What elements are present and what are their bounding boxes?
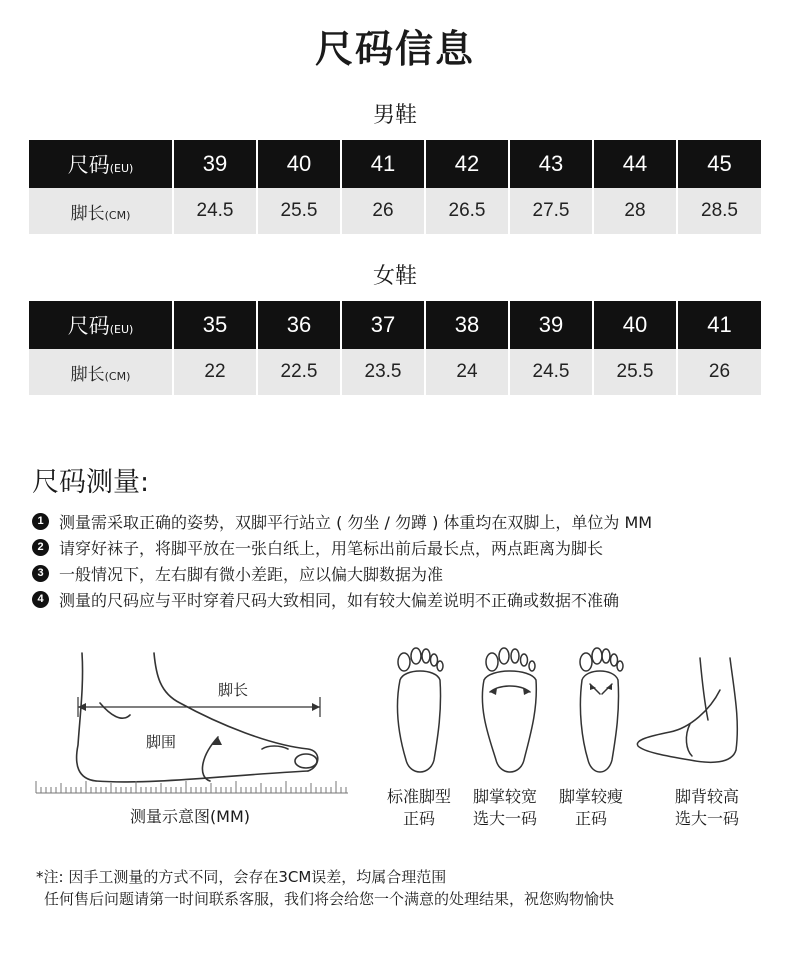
foot-type-advice: 选大一码 [472,809,537,828]
page-title: 尺码信息 [314,27,475,71]
size-unit: (EU) [109,162,134,175]
foot-type-caption [664,786,750,830]
length-cell: 25.5 [257,188,341,234]
step-item [32,586,652,612]
foot-type-name: 标准脚型 [386,787,451,806]
men-size-row [29,140,761,188]
size-cell: 40 [593,301,677,349]
foot-length-label: 脚长 [218,681,249,699]
step-text: 一般情况下，左右脚有微小差距，应以偏大脚数据为准 [59,564,444,584]
size-unit: (EU) [109,323,134,336]
foot-type-name: 脚背较高 [674,787,739,806]
size-header [29,140,173,188]
foot-side-measure-illustration [30,645,360,805]
foot-type-advice: 正码 [574,809,607,828]
size-cell: 40 [257,140,341,188]
footnote-line: 任何售后问题请第一时间联系客服，我们将会给您一个满意的处理结果，祝您购物愉快 [44,890,615,908]
size-cell: 39 [173,140,257,188]
foot-type-name: 脚掌较宽 [472,787,537,806]
step-text: 请穿好袜子，将脚平放在一张白纸上，用笔标出前后最长点，两点距离为脚长 [59,538,604,558]
length-cell: 22.5 [257,349,341,395]
foot-length-header [29,188,173,234]
length-cell: 28 [593,188,677,234]
foot-type-caption [462,786,548,830]
step-number: 4 [32,591,49,608]
length-cell: 24 [425,349,509,395]
foot-type-advice: 选大一码 [674,809,739,828]
size-cell: 45 [677,140,761,188]
men-size-table [29,140,761,234]
step-text: 测量的尺码应与平时穿着尺码大致相同，如有较大偏差说明不正确或数据不准确 [59,590,620,610]
length-cell: 28.5 [677,188,761,234]
size-cell: 36 [257,301,341,349]
length-cell: 24.5 [173,188,257,234]
women-size-table [29,301,761,395]
foot-type-caption [548,786,634,830]
size-cell: 39 [509,301,593,349]
foot-unit: (CM) [104,369,131,383]
size-cell: 41 [677,301,761,349]
measure-title: 尺码测量: [32,467,150,498]
size-label: 尺码 [67,153,110,177]
length-cell: 25.5 [593,349,677,395]
foot-unit: (CM) [104,208,131,222]
men-length-row [29,188,761,234]
length-cell: 23.5 [341,349,425,395]
men-section-title: 男鞋 [372,103,417,128]
foot-type-caption [376,786,462,830]
size-cell: 37 [341,301,425,349]
size-cell: 43 [509,140,593,188]
diagram-caption: 测量示意图(MM) [129,807,251,826]
length-cell: 26 [341,188,425,234]
step-item [32,534,652,560]
wide-foot-icon [482,648,536,772]
foot-types-illustration [380,640,760,780]
footnote-line: *注: 因手工测量的方式不同，会存在3CM误差，均属合理范围 [36,868,447,886]
step-number: 1 [32,513,49,530]
step-number: 2 [32,539,49,556]
size-cell: 35 [173,301,257,349]
foot-type-name: 脚掌较瘦 [558,787,623,806]
length-cell: 26 [677,349,761,395]
step-number: 3 [32,565,49,582]
step-item [32,508,652,534]
foot-girth-label: 脚围 [146,733,177,751]
measure-steps [32,508,652,612]
size-header [29,301,173,349]
slim-foot-icon [580,648,623,772]
size-cell: 44 [593,140,677,188]
foot-length-header [29,349,173,395]
foot-label: 脚长 [70,364,105,385]
women-section-title: 女鞋 [372,264,417,289]
size-label: 尺码 [67,314,110,338]
standard-foot-icon [398,648,443,772]
foot-label: 脚长 [70,203,105,224]
high-instep-foot-icon [637,658,737,762]
length-cell: 24.5 [509,349,593,395]
size-cell: 41 [341,140,425,188]
step-text: 测量需采取正确的姿势，双脚平行站立 ( 勿坐 / 勿蹲 ) 体重均在双脚上，单位为 MM [59,512,653,532]
women-length-row [29,349,761,395]
size-cell: 38 [425,301,509,349]
step-item [32,560,652,586]
length-cell: 22 [173,349,257,395]
length-cell: 26.5 [425,188,509,234]
footnote [36,866,614,910]
size-cell: 42 [425,140,509,188]
length-cell: 27.5 [509,188,593,234]
women-size-row [29,301,761,349]
foot-type-advice: 正码 [402,809,435,828]
